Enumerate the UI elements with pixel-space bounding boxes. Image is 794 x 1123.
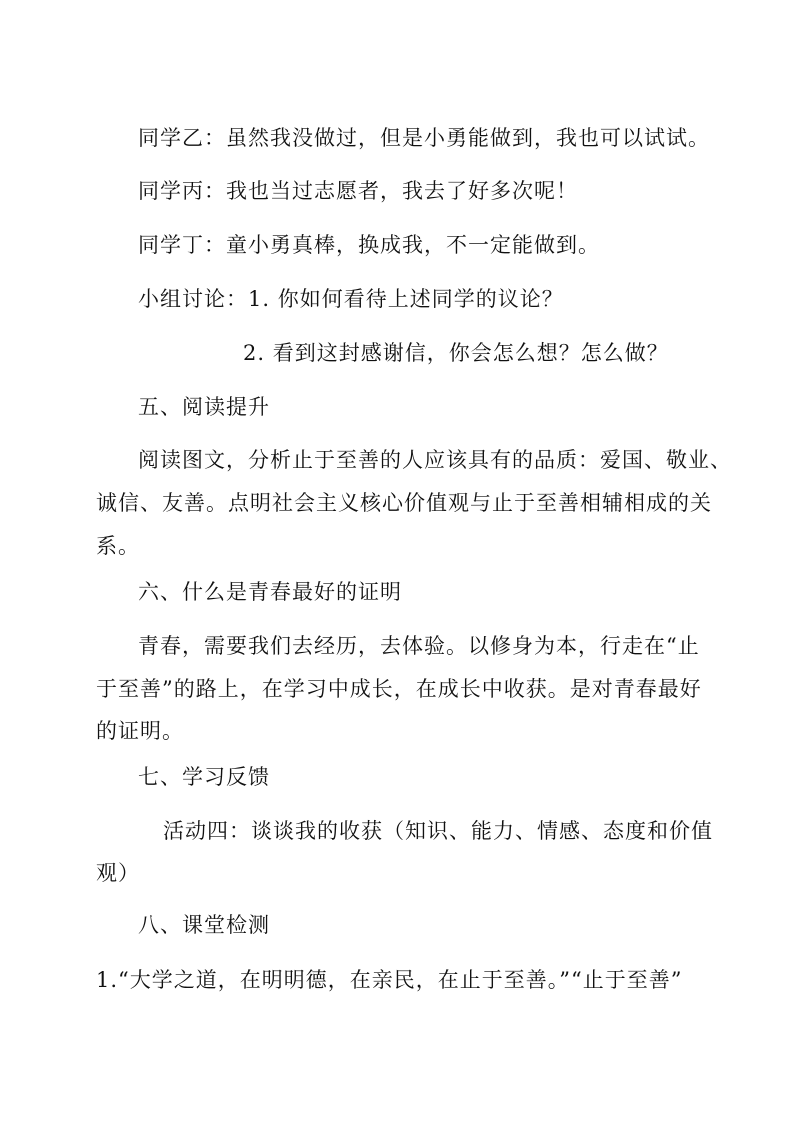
dialogue-line-yi: 同学乙：虽然我没做过，但是小勇能做到，我也可以试试。: [138, 126, 710, 150]
dialogue-line-bing: 同学丙：我也当过志愿者，我去了好多次呢！: [138, 179, 578, 203]
section-5-paragraph-line-1: 阅读图文，分析止于至善的人应该具有的品质：爱国、敬业、: [138, 448, 732, 472]
group-discussion-q2: 2. 看到这封感谢信，你会怎么想？怎么做？: [243, 341, 669, 365]
section-6-paragraph-line-3: 的证明。: [96, 719, 184, 743]
section-7-heading: 七、学习反馈: [138, 765, 270, 789]
section-6-paragraph-line-2: 于至善”的路上，在学习中成长，在成长中收获。是对青春最好: [96, 677, 702, 701]
activity-4-line-2: 观）: [96, 861, 140, 885]
section-5-paragraph-line-3: 系。: [96, 534, 140, 558]
section-5-heading: 五、阅读提升: [138, 395, 270, 419]
quiz-question-1-line-1: 1.“大学之道，在明明德，在亲民，在止于至善。”“止于至善”: [96, 968, 683, 992]
dialogue-line-ding: 同学丁：童小勇真棒，换成我，不一定能做到。: [138, 233, 600, 257]
section-6-heading: 六、什么是青春最好的证明: [138, 580, 402, 604]
activity-4-line-1: 活动四：谈谈我的收获（知识、能力、情感、态度和价值: [163, 819, 713, 843]
section-8-heading: 八、课堂检测: [138, 913, 270, 937]
group-discussion-q1: 小组讨论：1. 你如何看待上述同学的议论？: [138, 287, 564, 311]
section-5-paragraph-line-2: 诚信、友善。点明社会主义核心价值观与止于至善相辅相成的关: [96, 491, 712, 515]
section-6-paragraph-line-1: 青春，需要我们去经历，去体验。以修身为本，行走在“止: [138, 634, 700, 658]
